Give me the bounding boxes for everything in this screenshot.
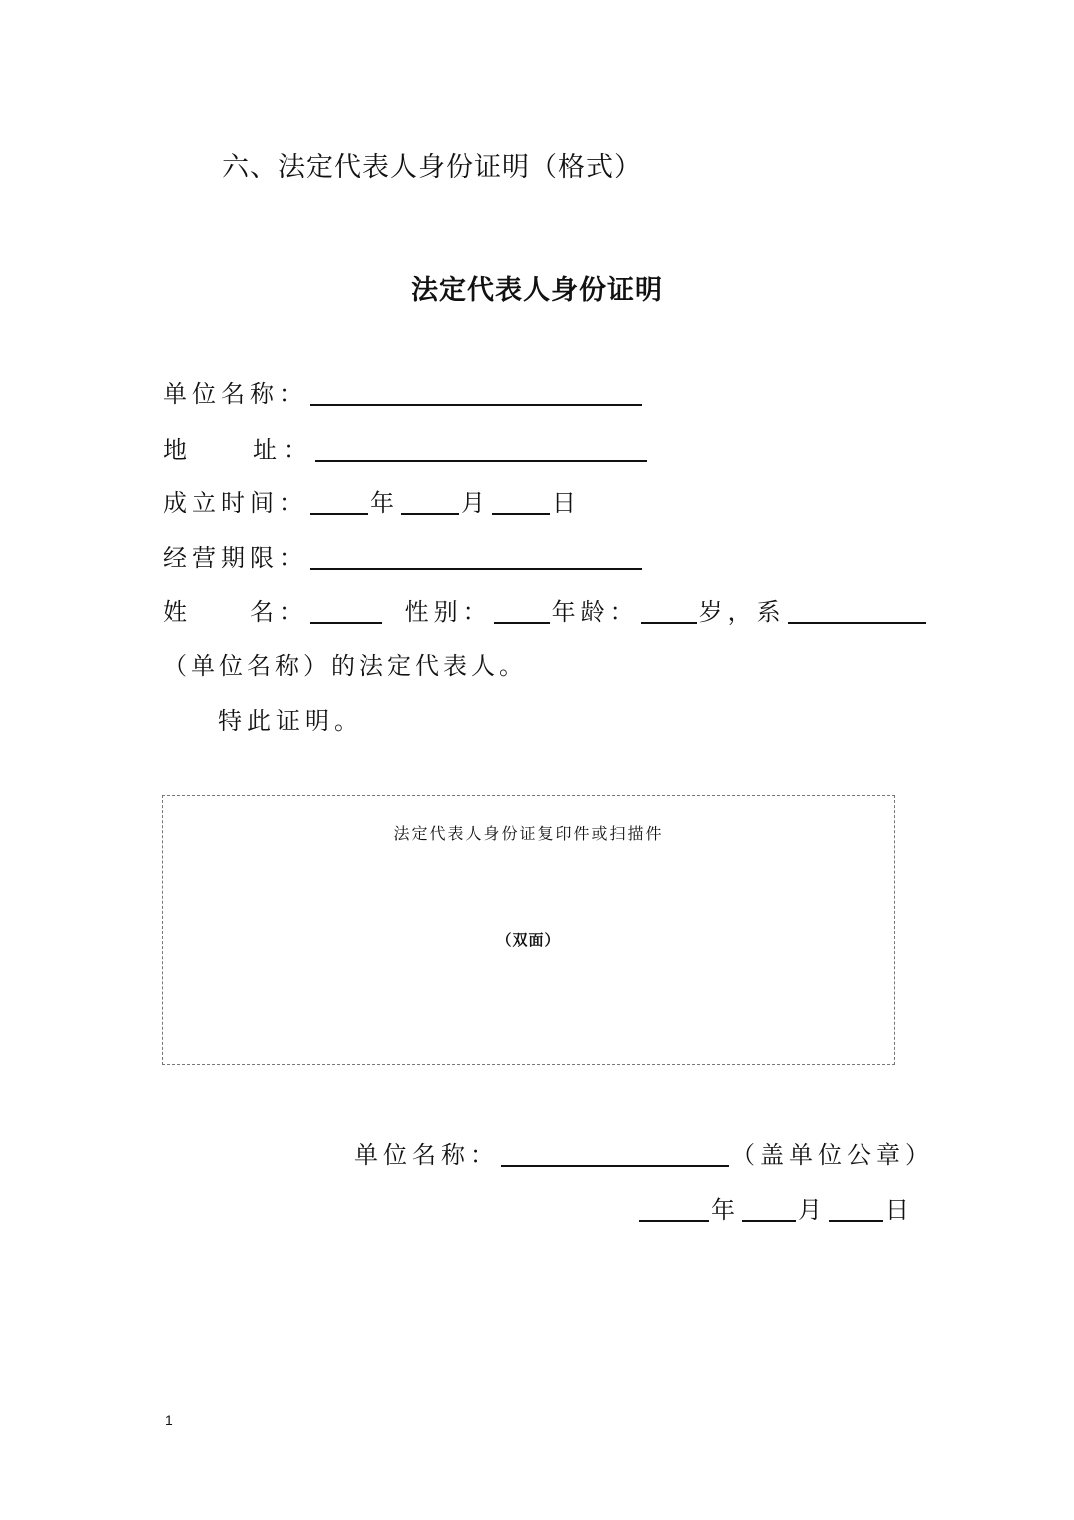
term-blank[interactable] xyxy=(310,544,642,570)
unit-suffix-text: （单位名称）的法定代表人。 xyxy=(163,652,527,680)
section-title: 六、法定代表人身份证明（格式） xyxy=(222,152,642,183)
founded-year-blank[interactable] xyxy=(310,489,368,515)
certify-text: 特此证明。 xyxy=(218,707,363,735)
founded-day-blank[interactable] xyxy=(492,489,550,515)
signature-day-blank[interactable] xyxy=(829,1196,883,1222)
document-title: 法定代表人身份证明 xyxy=(411,275,663,306)
signature-month-unit: 月 xyxy=(798,1196,827,1224)
age-blank[interactable] xyxy=(641,598,697,624)
signature-unit-label: 单位名称： xyxy=(354,1141,499,1169)
gender-label: 性别： xyxy=(404,598,492,626)
address-label: 地 址： xyxy=(163,436,313,464)
id-copy-caption: 法定代表人身份证复印件或扫描件 xyxy=(393,824,664,843)
unit-name-blank[interactable] xyxy=(310,380,642,406)
signature-day-unit: 日 xyxy=(885,1196,914,1224)
seal-note: （盖单位公章） xyxy=(731,1141,934,1169)
id-copy-double-sided: （双面） xyxy=(496,931,561,949)
name-blank[interactable] xyxy=(310,598,382,624)
founded-month-unit: 月 xyxy=(461,489,490,517)
gender-blank[interactable] xyxy=(494,598,550,624)
person-row xyxy=(163,595,928,629)
founded-month-blank[interactable] xyxy=(401,489,459,515)
age-label: 年龄： xyxy=(551,598,639,626)
signature-year-blank[interactable] xyxy=(639,1196,709,1222)
address-row xyxy=(163,433,649,467)
unit-name-label: 单位名称： xyxy=(163,380,308,408)
signature-date-row xyxy=(637,1193,914,1227)
address-blank[interactable] xyxy=(315,436,647,462)
page-number: 1 xyxy=(165,1412,173,1428)
founded-day-unit: 日 xyxy=(552,489,581,517)
founded-label: 成立时间： xyxy=(163,489,308,517)
signature-unit-row xyxy=(354,1138,934,1172)
unit-name-row xyxy=(163,377,644,411)
term-label: 经营期限： xyxy=(163,544,308,572)
age-unit: 岁，系 xyxy=(698,598,786,626)
id-copy-box[interactable] xyxy=(162,795,895,1065)
signature-month-blank[interactable] xyxy=(742,1196,796,1222)
founded-date-row xyxy=(163,486,581,520)
name-label: 姓 名： xyxy=(163,598,308,626)
affiliation-blank[interactable] xyxy=(788,598,926,624)
founded-year-unit: 年 xyxy=(370,489,399,517)
business-term-row xyxy=(163,541,644,575)
signature-year-unit: 年 xyxy=(711,1196,740,1224)
signature-unit-blank[interactable] xyxy=(501,1141,729,1167)
